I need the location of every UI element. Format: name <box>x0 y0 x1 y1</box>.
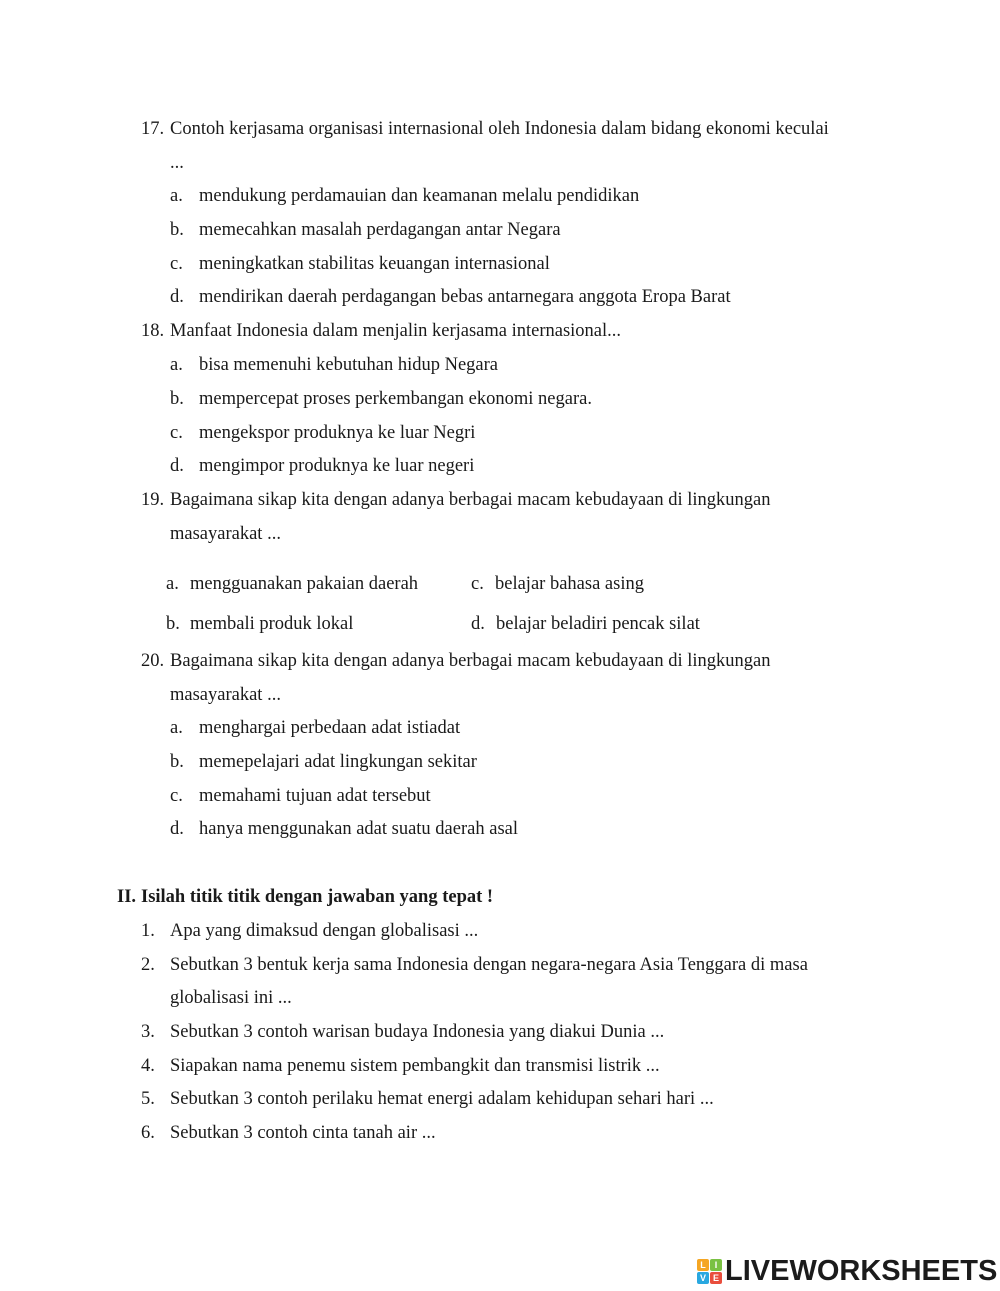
option-letter: c. <box>170 254 183 274</box>
option-c[interactable]: meningkatkan stabilitas keuangan internasional <box>199 254 550 274</box>
option-letter: b. <box>166 614 180 634</box>
option-a[interactable]: mengguanakan pakaian daerah <box>190 574 419 594</box>
logo-text: LIVEWORKSHEETS <box>725 1254 998 1287</box>
logo-grid-icon <box>697 1259 722 1284</box>
section-number: II. <box>117 887 137 907</box>
option-d[interactable]: mendirikan daerah perdagangan bebas antarnegara anggota Eropa Barat <box>199 287 731 307</box>
option-letter: a. <box>166 574 179 594</box>
fill-item-6: Sebutkan 3 contoh cinta tanah air ... <box>170 1123 436 1143</box>
item-number: 6. <box>141 1123 155 1143</box>
liveworksheets-logo[interactable] <box>697 1253 997 1289</box>
item-number: 4. <box>141 1056 155 1076</box>
option-a[interactable]: mendukung perdamauian dan keamanan melalu pendidikan <box>199 186 640 206</box>
option-b[interactable]: memepelajari adat lingkungan sekitar <box>199 752 477 772</box>
logo-letter-l: L <box>697 1259 709 1271</box>
option-d[interactable]: mengimpor produknya ke luar negeri <box>199 456 475 476</box>
section-title: Isilah titik titik dengan jawaban yang tepat ! <box>141 887 494 907</box>
option-letter: a. <box>170 718 183 738</box>
option-a[interactable]: menghargai perbedaan adat istiadat <box>199 718 461 738</box>
question-number: 17. <box>141 119 165 139</box>
option-letter: b. <box>170 220 184 240</box>
item-number: 3. <box>141 1022 155 1042</box>
fill-item-1: Apa yang dimaksud dengan globalisasi ... <box>170 921 479 941</box>
question-text: Manfaat Indonesia dalam menjalin kerjasama internasional... <box>170 321 622 341</box>
fill-item-2: Sebutkan 3 bentuk kerja sama Indonesia dengan negara-negara Asia Tenggara di masa <box>170 955 808 975</box>
option-c[interactable]: memahami tujuan adat tersebut <box>199 786 431 806</box>
option-letter: a. <box>170 186 183 206</box>
option-letter: c. <box>471 574 484 594</box>
option-letter: c. <box>170 423 183 443</box>
item-number: 1. <box>141 921 155 941</box>
option-a[interactable]: bisa memenuhi kebutuhan hidup Negara <box>199 355 498 375</box>
question-text-continued: masayarakat ... <box>170 524 281 544</box>
logo-letter-v: V <box>697 1272 709 1284</box>
option-letter: d. <box>170 287 184 307</box>
fill-item-4: Siapakan nama penemu sistem pembangkit dan transmisi listrik ... <box>170 1056 660 1076</box>
question-text: Bagaimana sikap kita dengan adanya berbagai macam kebudayaan di lingkungan <box>170 651 771 671</box>
option-b[interactable]: membali produk lokal <box>190 614 354 634</box>
item-number: 2. <box>141 955 155 975</box>
option-b[interactable]: mempercepat proses perkembangan ekonomi negara. <box>199 389 592 409</box>
question-number: 18. <box>141 321 165 341</box>
option-letter: a. <box>170 355 183 375</box>
option-c[interactable]: belajar bahasa asing <box>495 574 644 594</box>
question-text: Bagaimana sikap kita dengan adanya berbagai macam kebudayaan di lingkungan <box>170 490 771 510</box>
question-number: 20. <box>141 651 165 671</box>
option-letter: b. <box>170 389 184 409</box>
logo-letter-i: I <box>710 1259 722 1271</box>
option-d[interactable]: hanya menggunakan adat suatu daerah asal <box>199 819 518 839</box>
fill-item-2-continued: globalisasi ini ... <box>170 988 292 1008</box>
option-c[interactable]: mengekspor produknya ke luar Negri <box>199 423 476 443</box>
option-letter: b. <box>170 752 184 772</box>
option-letter: d. <box>471 614 485 634</box>
option-letter: d. <box>170 456 184 476</box>
logo-letter-e: E <box>710 1272 722 1284</box>
option-d[interactable]: belajar beladiri pencak silat <box>496 614 700 634</box>
question-number: 19. <box>141 490 165 510</box>
option-letter: c. <box>170 786 183 806</box>
item-number: 5. <box>141 1089 155 1109</box>
question-text-continued: masayarakat ... <box>170 685 281 705</box>
question-text-continued: ... <box>170 153 184 173</box>
question-text: Contoh kerjasama organisasi internasional oleh Indonesia dalam bidang ekonomi keculai <box>170 119 829 139</box>
option-b[interactable]: memecahkan masalah perdagangan antar Negara <box>199 220 561 240</box>
option-letter: d. <box>170 819 184 839</box>
fill-item-5: Sebutkan 3 contoh perilaku hemat energi adalam kehidupan sehari hari ... <box>170 1089 714 1109</box>
fill-item-3: Sebutkan 3 contoh warisan budaya Indonesia yang diakui Dunia ... <box>170 1022 665 1042</box>
